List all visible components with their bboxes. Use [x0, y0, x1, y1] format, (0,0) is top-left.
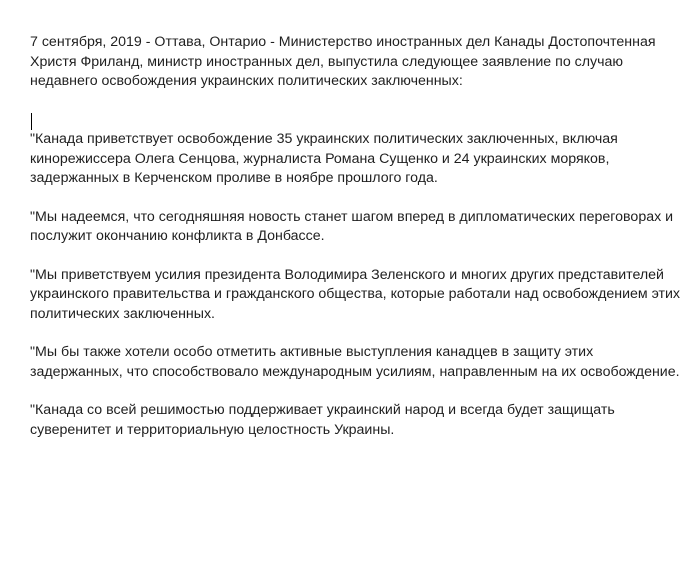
empty-line — [30, 324, 670, 343]
statement-paragraph-3 — [30, 266, 681, 325]
text-line: недавнего освобождения украинских политических заключенных: — [30, 73, 463, 89]
empty-line — [30, 189, 670, 208]
text-cursor — [31, 113, 32, 130]
statement-paragraph-4 — [30, 343, 680, 382]
text-line: "Мы приветствуем усилия президента Володимира Зеленского и многих других представителей — [30, 266, 664, 283]
empty-line — [30, 247, 670, 266]
text-line: суверенитет и территориальную целостность Украины. — [30, 421, 395, 438]
document-body[interactable] — [30, 33, 681, 440]
intro-paragraph — [30, 33, 670, 92]
empty-line — [30, 92, 670, 111]
text-line: кинорежиссера Олега Сенцова, журналиста Романа Сущенко и 24 украинских моряков, — [30, 150, 610, 167]
text-line: "Мы надеемся, что сегодняшняя новость станет шагом вперед в дипломатических переговорах и — [30, 208, 674, 225]
cursor-line[interactable] — [30, 111, 670, 131]
text-line: Христя Фриланд, министр иностранных дел, выпустила следующее заявление по случаю — [30, 53, 624, 70]
statement-paragraph-2 — [30, 208, 674, 247]
text-line: задержанных в Керченском проливе в ноябре прошлого года. — [30, 170, 438, 186]
text-line: задержанных, что способствовало международным усилиям, направленным на их освобождение. — [30, 363, 680, 380]
text-line: 7 сентября, 2019 - Оттава, Онтарио - Министерство иностранных дел Канады Достопочтенная — [30, 34, 656, 50]
text-line: политических заключенных. — [30, 305, 215, 322]
statement-paragraph-1 — [30, 130, 670, 189]
statement-paragraph-5 — [30, 401, 670, 440]
text-line: "Канада со всей решимостью поддерживает украинский народ и всегда будет защищать — [30, 402, 615, 418]
text-line: "Канада приветствует освобождение 35 украинских политических заключенных, включая — [30, 131, 618, 147]
text-line: украинского правительства и гражданского общества, которые работали над освобождением этих — [30, 286, 681, 302]
text-line: "Мы бы также хотели особо отметить активные выступления канадцев в защиту этих — [30, 344, 594, 360]
empty-line — [30, 382, 670, 401]
text-line: послужит окончанию конфликта в Донбассе. — [30, 228, 325, 244]
